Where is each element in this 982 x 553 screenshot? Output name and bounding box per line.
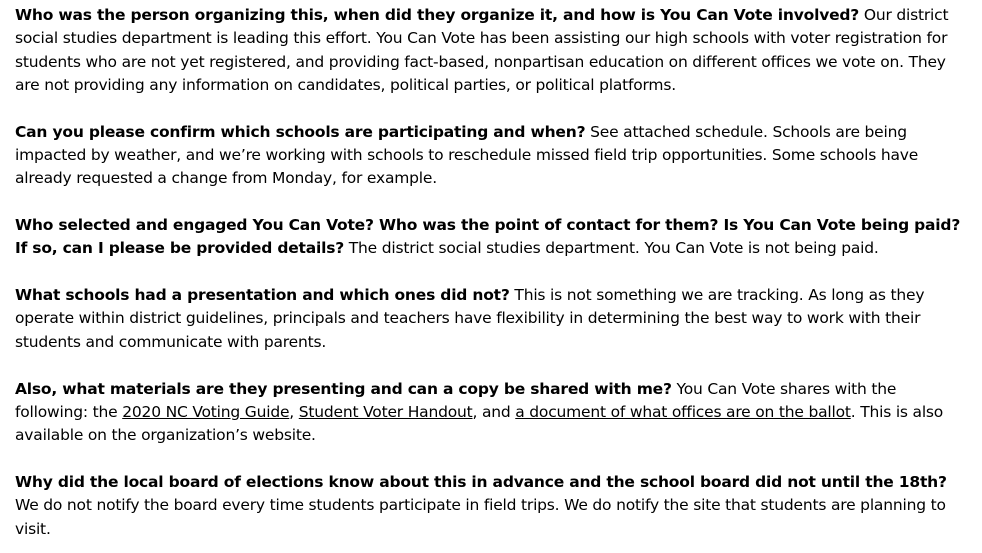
voting-guide-link[interactable]: 2020 NC Voting Guide xyxy=(122,402,290,421)
qa-item-presentations xyxy=(15,284,968,354)
qa-item-materials xyxy=(15,378,968,448)
answer-text: , and xyxy=(472,402,516,421)
answer-text: The district social studies department. You Can Vote is not being paid. xyxy=(344,239,879,258)
answer-text: Our district social studies department is leading this effort. You Can Vote has been assisting our high schools with voter registration for students who are not yet registered, and providing fact-based, nonpartisan education on different offices we vote on. They are not providing any information on candidates, political parties, or political platforms. xyxy=(15,6,949,94)
ballot-offices-document-link[interactable]: a document of what offices are on the ballot xyxy=(515,402,851,421)
qa-item-schools xyxy=(15,121,968,191)
answer-text: We do not notify the board every time students participate in field trips. We do notify the site that students are planning to visit. xyxy=(15,496,946,538)
answer-text: You Can Vote shares with the following: the xyxy=(15,379,897,421)
student-voter-handout-link[interactable]: Student Voter Handout xyxy=(298,402,473,421)
qa-item-organizer xyxy=(15,4,968,97)
question-text: What schools had a presentation and which ones did not? xyxy=(15,286,510,305)
qa-item-engagement xyxy=(15,214,968,261)
answer-text: , xyxy=(289,402,299,421)
qa-item-board-notice xyxy=(15,471,968,541)
answer-text: See attached schedule. Schools are being impacted by weather, and we’re working with schools to reschedule missed field trip opportunities. Some schools have already requested a change from Monday, for example. xyxy=(15,122,919,188)
question-text: Who was the person organizing this, when did they organize it, and how is You Can Vote involved? xyxy=(15,6,860,24)
answer-text: This is not something we are tracking. As long as they operate within district guidelines, principals and teachers have flexibility in determining the best way to work with their students and communicate with parents. xyxy=(15,286,925,351)
question-text: Can you please confirm which schools are participating and when? xyxy=(15,122,586,141)
question-text: Also, what materials are they presenting and can a copy be shared with me? xyxy=(15,379,672,398)
question-text: Who selected and engaged You Can Vote? Who was the point of contact for them? Is You Can Vote being paid? If so, can I please be provided details? xyxy=(15,216,961,258)
question-text: Why did the local board of elections know about this in advance and the school board did not until the 18th? xyxy=(15,472,947,491)
answer-text: . This is also available on the organization’s website. xyxy=(15,402,944,445)
